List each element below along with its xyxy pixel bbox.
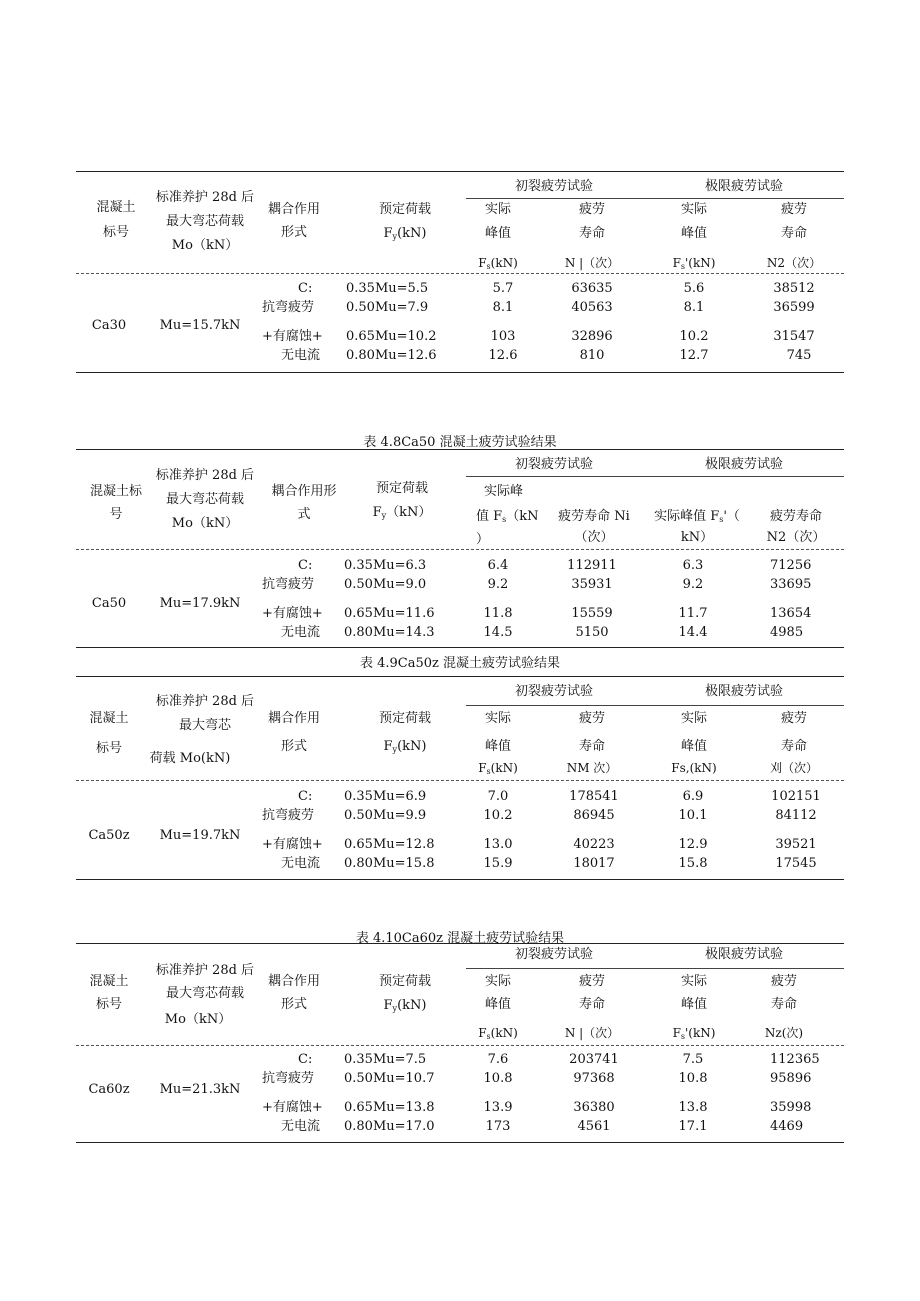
n1-r4: 810 xyxy=(579,348,605,363)
header-sc4-line1: 疲劳 xyxy=(780,202,808,217)
header-sc3-line1: 实际 xyxy=(680,711,708,726)
n2-r1: 71256 xyxy=(770,558,812,573)
fs2-r1: 6.3 xyxy=(682,558,704,573)
header-sc3-line1: 实际 xyxy=(680,974,708,989)
n1-r3: 36380 xyxy=(573,1100,615,1115)
header-sc1-line3: ） xyxy=(476,532,490,547)
header-sc4-line2: 寿命 xyxy=(780,226,808,241)
header-group-rule xyxy=(466,705,844,706)
header-sc2-line3: NM 次） xyxy=(566,761,618,775)
fs-r1: 7.0 xyxy=(487,789,509,804)
header-sc3-line3: $F_s'(kN)$ xyxy=(672,256,716,271)
fs-r3: 13.9 xyxy=(483,1100,513,1115)
fs-r3: 13.0 xyxy=(483,837,513,852)
n1-r2: 86945 xyxy=(573,808,615,823)
fs-r2: 10.2 xyxy=(483,808,513,823)
header-sc2-line2: 寿命 xyxy=(578,997,606,1012)
header-sc2-line3: N |（次） xyxy=(564,256,620,270)
couple-line1: C: xyxy=(298,1052,313,1067)
header-initial-crack-group: 初裂疲劳试验 xyxy=(514,179,594,194)
n2-r4: 4985 xyxy=(770,625,804,640)
fs2-r2: 9.2 xyxy=(682,577,704,592)
header-grade-line2: 标号 xyxy=(102,225,130,240)
table-bottom-rule xyxy=(76,372,844,373)
header-sc4-line3: N2（次） xyxy=(766,256,822,270)
header-sc1-line2: 峰值 xyxy=(484,997,512,1012)
fs2-r3: 12.9 xyxy=(678,837,708,852)
header-sc2-line2: 寿命 xyxy=(578,739,606,754)
header-cure-line1: 标准养护 28d 后 xyxy=(155,963,255,978)
header-load-line1: 预定荷载 xyxy=(375,481,429,496)
mu-cell: Mu=15.7kN xyxy=(159,318,241,333)
fs-r2: 9.2 xyxy=(487,577,509,592)
fs-r1: 6.4 xyxy=(487,558,509,573)
couple-line1: C: xyxy=(298,281,313,296)
header-sc1-line1: 实际 xyxy=(484,711,512,726)
fs-r4: 173 xyxy=(485,1119,511,1134)
fs2-r4: 14.4 xyxy=(678,625,708,640)
header-grade-line2: 号 xyxy=(109,507,123,522)
header-sc1-line2: 值 $F_s(kN$ xyxy=(476,509,539,524)
table-bottom-rule xyxy=(76,647,844,648)
n2-r3: 39521 xyxy=(775,837,817,852)
couple-line4: 无电流 xyxy=(281,348,321,363)
fs-r2: 10.8 xyxy=(483,1071,513,1086)
header-initial-crack-group: 初裂疲劳试验 xyxy=(514,684,594,699)
header-sc4-line3: Nz(次) xyxy=(764,1026,804,1040)
n1-r2: 97368 xyxy=(573,1071,615,1086)
header-cure-line2: 最大弯芯荷载 xyxy=(165,214,245,229)
header-cure-line3: Mo（kN） xyxy=(171,238,239,253)
header-couple-line1: 耦合作用 xyxy=(267,202,321,217)
load-r3: 0.65Mu=12.8 xyxy=(344,837,435,852)
fs-r1: 5.7 xyxy=(492,281,514,296)
header-sc2-line2: （次） xyxy=(574,530,614,545)
couple-line4: 无电流 xyxy=(281,1119,321,1134)
header-sc1-line3: $F_s(kN)$ xyxy=(478,1026,518,1041)
header-initial-crack-group: 初裂疲劳试验 xyxy=(514,457,594,472)
header-cure-line3: 荷载 Mo(kN) xyxy=(149,751,231,766)
fatigue-table-ca30 xyxy=(76,171,844,374)
header-sc1-line3: $F_s(kN)$ xyxy=(478,256,518,271)
fs-r1: 7.6 xyxy=(487,1052,509,1067)
header-load-line2: $F_y(kN)$ xyxy=(383,226,427,241)
header-group-rule xyxy=(466,968,844,969)
header-sc3-line2: 峰值 xyxy=(680,997,708,1012)
grade-cell: Ca30 xyxy=(91,318,127,333)
n2-r1: 38512 xyxy=(773,281,815,296)
couple-line3: +有腐蚀+ xyxy=(262,606,323,621)
header-group-rule xyxy=(466,476,844,477)
header-cure-line1: 标准养护 28d 后 xyxy=(155,468,255,483)
header-sc4-line1: 疲劳寿命 xyxy=(769,509,823,524)
couple-line2: 抗弯疲劳 xyxy=(262,577,315,592)
header-sc3-line3: Fs,(kN) xyxy=(671,761,717,775)
fs2-r1: 5.6 xyxy=(683,281,705,296)
n1-r1: 178541 xyxy=(569,789,619,804)
n1-r1: 63635 xyxy=(571,281,613,296)
couple-line3: +有腐蚀+ xyxy=(262,837,323,852)
header-sc2-line3: N |（次） xyxy=(564,1026,620,1040)
header-sc2-line1: 疲劳 xyxy=(578,711,606,726)
header-cure-line1: 标准养护 28d 后 xyxy=(155,694,255,709)
couple-line4: 无电流 xyxy=(281,625,321,640)
header-sc4-line3: 刈（次） xyxy=(769,761,819,775)
fs2-r4: 17.1 xyxy=(678,1119,708,1134)
n2-r3: 31547 xyxy=(773,329,815,344)
header-group-rule xyxy=(466,198,844,199)
header-cure-line3: Mo（kN） xyxy=(171,516,239,531)
load-r3: 0.65Mu=11.6 xyxy=(344,606,435,621)
header-couple-line1: 耦合作用 xyxy=(267,974,321,989)
header-grade-line1: 混凝土 xyxy=(96,200,136,215)
header-sc3-line2: 峰值 xyxy=(680,226,708,241)
header-sc1-line1: 实际 xyxy=(484,202,512,217)
header-sc2-line1: 疲劳 xyxy=(578,202,606,217)
n1-r3: 40223 xyxy=(573,837,615,852)
fs2-r3: 10.2 xyxy=(679,329,709,344)
table-caption-ca60z: 表 4.10Ca60z 混凝土疲劳试验结果 xyxy=(355,931,565,946)
header-load-line1: 预定荷载 xyxy=(378,974,432,989)
load-r2: 0.50Mu=9.0 xyxy=(344,577,427,592)
header-sc2-line1: 疲劳寿命 Ni xyxy=(558,509,630,524)
n1-r2: 35931 xyxy=(571,577,613,592)
load-r1: 0.35Mu=6.9 xyxy=(344,789,427,804)
header-ultimate-group: 极限疲劳试验 xyxy=(704,457,784,472)
fs2-r3: 13.8 xyxy=(678,1100,708,1115)
header-ultimate-group: 极限疲劳试验 xyxy=(704,684,784,699)
fatigue-table-ca50 xyxy=(76,449,844,649)
header-cure-line1: 标准养护 28d 后 xyxy=(155,190,255,205)
header-bottom-rule xyxy=(76,780,844,781)
couple-line3: +有腐蚀+ xyxy=(262,329,323,344)
header-bottom-rule xyxy=(76,273,844,274)
header-sc1-line1: 实际 xyxy=(484,974,512,989)
n1-r4: 18017 xyxy=(573,856,615,871)
header-sc1-line2: 峰值 xyxy=(484,739,512,754)
couple-line1: C: xyxy=(298,558,313,573)
header-sc4-line1: 疲劳 xyxy=(770,974,798,989)
n1-r3: 15559 xyxy=(571,606,613,621)
n2-r1: 102151 xyxy=(771,789,821,804)
header-load-line1: 预定荷载 xyxy=(378,711,432,726)
table-bottom-rule xyxy=(76,879,844,880)
fs2-r1: 6.9 xyxy=(682,789,704,804)
fatigue-table-ca60z xyxy=(76,943,844,1146)
header-cure-line2: 最大弯芯荷载 xyxy=(165,986,245,1001)
mu-cell: Mu=19.7kN xyxy=(159,828,241,843)
header-cure-line3: Mo（kN） xyxy=(164,1012,232,1027)
load-r4: 0.80Mu=15.8 xyxy=(344,856,435,871)
grade-cell: Ca50 xyxy=(91,596,127,611)
header-cure-line2: 最大弯芯荷载 xyxy=(165,492,245,507)
n1-r3: 32896 xyxy=(571,329,613,344)
header-sc3-line2: 峰值 xyxy=(680,739,708,754)
fs2-r3: 11.7 xyxy=(678,606,708,621)
header-sc3-line1: 实际 xyxy=(680,202,708,217)
fs2-r4: 15.8 xyxy=(678,856,708,871)
mu-cell: Mu=17.9kN xyxy=(159,596,241,611)
mu-cell: Mu=21.3kN xyxy=(159,1082,241,1097)
table-caption-ca50z: 表 4.9Ca50z 混凝土疲劳试验结果 xyxy=(359,656,561,671)
header-sc3-line2: kN） xyxy=(680,530,714,545)
header-sc2-line1: 疲劳 xyxy=(578,974,606,989)
header-grade-line1: 混凝土 xyxy=(89,974,129,989)
n2-r2: 33695 xyxy=(770,577,812,592)
header-bottom-rule xyxy=(76,1045,844,1046)
load-r1: 0.35Mu=6.3 xyxy=(344,558,427,573)
load-r4: 0.80Mu=14.3 xyxy=(344,625,435,640)
header-sc3-line1: 实际峰值 $F_s'$（ xyxy=(654,509,740,524)
fs2-r2: 8.1 xyxy=(683,300,705,315)
fs-r2: 8.1 xyxy=(492,300,514,315)
header-sc4-line2: 寿命 xyxy=(780,739,808,754)
header-ultimate-group: 极限疲劳试验 xyxy=(704,947,784,962)
fs-r4: 12.6 xyxy=(488,348,518,363)
n2-r4: 745 xyxy=(786,348,812,363)
n1-r1: 112911 xyxy=(567,558,617,573)
header-sc4-line2: N2（次） xyxy=(766,530,826,545)
fs2-r1: 7.5 xyxy=(682,1052,704,1067)
load-r2: 0.50Mu=10.7 xyxy=(344,1071,435,1086)
n2-r3: 35998 xyxy=(770,1100,812,1115)
n1-r4: 5150 xyxy=(575,625,609,640)
table-top-rule xyxy=(76,943,844,944)
header-grade-line1: 混凝土 xyxy=(89,711,129,726)
couple-line2: 抗弯疲劳 xyxy=(262,1071,315,1086)
couple-line1: C: xyxy=(298,789,313,804)
load-r2: 0.50Mu=9.9 xyxy=(344,808,427,823)
header-couple-line2: 形式 xyxy=(280,739,308,754)
fs2-r2: 10.8 xyxy=(678,1071,708,1086)
header-sc4-line2: 寿命 xyxy=(770,997,798,1012)
couple-line3: +有腐蚀+ xyxy=(262,1100,323,1115)
header-cure-line2: 最大弯芯 xyxy=(178,718,232,733)
fs2-r2: 10.1 xyxy=(678,808,708,823)
fs-r3: 11.8 xyxy=(483,606,513,621)
header-initial-crack-group: 初裂疲劳试验 xyxy=(514,947,594,962)
load-r4: 0.80Mu=17.0 xyxy=(344,1119,435,1134)
header-sc4-line1: 疲劳 xyxy=(780,711,808,726)
header-grade-line1: 混凝土标 xyxy=(89,484,143,499)
header-sc1-line3: $F_s(kN)$ xyxy=(478,761,518,776)
n2-r1: 112365 xyxy=(770,1052,820,1067)
header-couple-line1: 耦合作用形 xyxy=(271,484,337,499)
table-top-rule xyxy=(76,449,844,450)
table-bottom-rule xyxy=(76,1142,844,1143)
header-grade-line2: 标号 xyxy=(95,741,123,756)
grade-cell: Ca60z xyxy=(88,1082,130,1097)
table-top-rule xyxy=(76,171,844,172)
n1-r4: 4561 xyxy=(577,1119,611,1134)
n2-r3: 13654 xyxy=(770,606,812,621)
header-grade-line2: 标号 xyxy=(95,997,123,1012)
header-sc1-line2: 峰值 xyxy=(484,226,512,241)
header-sc3-line3: $F_s'(kN)$ xyxy=(672,1026,716,1041)
header-ultimate-group: 极限疲劳试验 xyxy=(704,179,784,194)
header-load-line2: $F_y(kN)$ xyxy=(383,739,427,754)
header-couple-line1: 耦合作用 xyxy=(267,711,321,726)
header-couple-line2: 式 xyxy=(297,507,311,522)
header-couple-line2: 形式 xyxy=(280,225,308,240)
header-load-line2: $F_y(kN)$ xyxy=(372,505,432,520)
header-couple-line2: 形式 xyxy=(280,997,308,1012)
load-r2: 0.50Mu=7.9 xyxy=(346,300,429,315)
n2-r4: 17545 xyxy=(775,856,817,871)
fs-r3: 103 xyxy=(490,329,516,344)
load-r4: 0.80Mu=12.6 xyxy=(346,348,437,363)
header-load-line1: 预定荷载 xyxy=(378,202,432,217)
fs-r4: 14.5 xyxy=(483,625,513,640)
load-r3: 0.65Mu=13.8 xyxy=(344,1100,435,1115)
fatigue-table-ca50z xyxy=(76,676,844,881)
couple-line2: 抗弯疲劳 xyxy=(262,808,315,823)
fs2-r4: 12.7 xyxy=(679,348,709,363)
fs-r4: 15.9 xyxy=(483,856,513,871)
load-r1: 0.35Mu=7.5 xyxy=(344,1052,427,1067)
n2-r2: 95896 xyxy=(770,1071,812,1086)
table-top-rule xyxy=(76,676,844,677)
n1-r2: 40563 xyxy=(571,300,613,315)
n1-r1: 203741 xyxy=(569,1052,619,1067)
couple-line2: 抗弯疲劳 xyxy=(262,300,315,315)
table-caption-ca50: 表 4.8Ca50 混凝土疲劳试验结果 xyxy=(363,435,557,450)
load-r1: 0.35Mu=5.5 xyxy=(346,281,429,296)
n2-r4: 4469 xyxy=(770,1119,804,1134)
n2-r2: 84112 xyxy=(775,808,817,823)
grade-cell: Ca50z xyxy=(88,828,130,843)
n2-r2: 36599 xyxy=(773,300,815,315)
header-sc1-line1: 实际峰 xyxy=(484,484,524,499)
load-r3: 0.65Mu=10.2 xyxy=(346,329,437,344)
header-bottom-rule xyxy=(76,549,844,550)
couple-line4: 无电流 xyxy=(281,856,321,871)
header-load-line2: $F_y(kN)$ xyxy=(383,998,427,1013)
header-sc2-line2: 寿命 xyxy=(578,226,606,241)
